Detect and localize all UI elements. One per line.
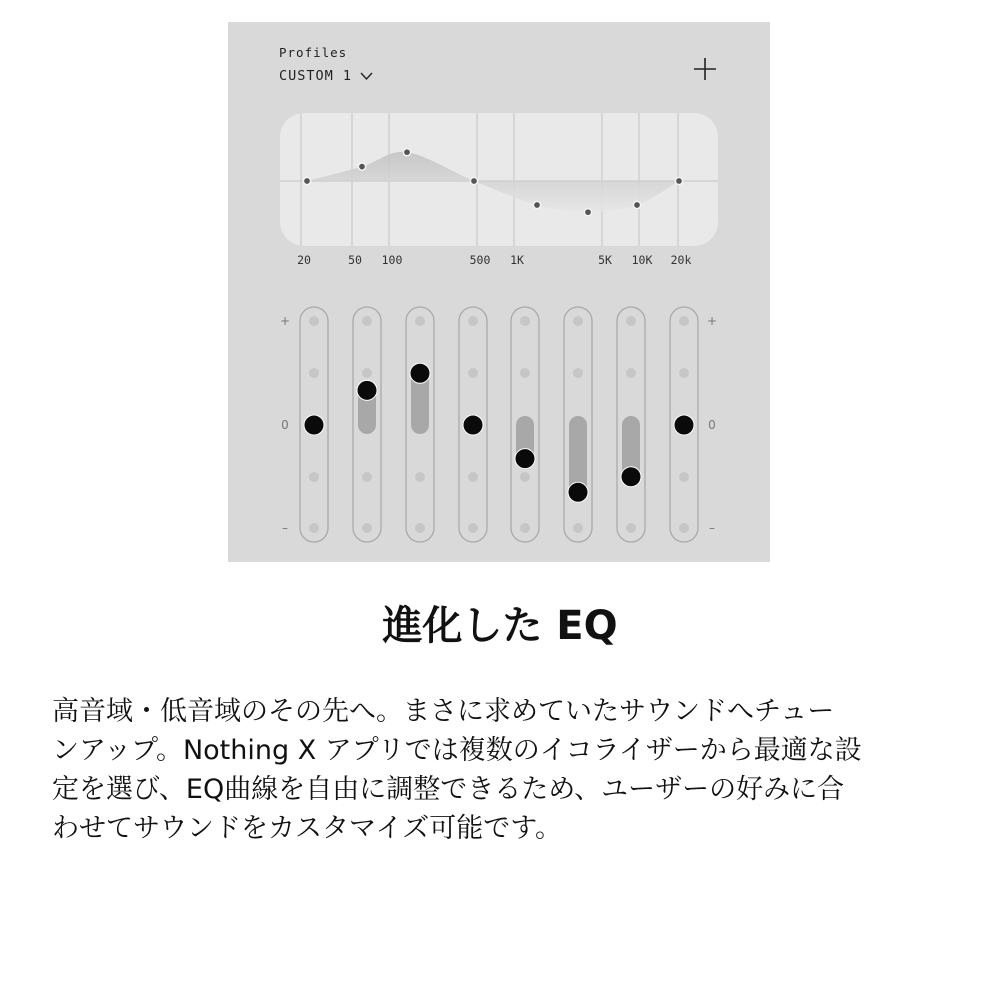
description-line: ンアップ。Nothing X アプリでは複数のイコライザーから最適な設 xyxy=(52,735,862,766)
eq-slider[interactable] xyxy=(353,307,381,542)
slider-tick-dot xyxy=(415,472,425,482)
eq-slider[interactable] xyxy=(617,307,645,542)
eq-slider[interactable] xyxy=(406,307,434,542)
description-line: わせてサウンドをカスタマイズ可能です。 xyxy=(52,813,563,844)
slider-scale-label: – xyxy=(709,521,715,535)
slider-tick-dot xyxy=(520,472,530,482)
slider-knob[interactable] xyxy=(674,415,694,435)
eq-slider[interactable] xyxy=(670,307,698,542)
eq-slider[interactable] xyxy=(459,307,487,542)
slider-tick-dot xyxy=(679,472,689,482)
slider-tick-dot xyxy=(573,368,583,378)
eq-slider[interactable] xyxy=(300,307,328,542)
description-line: 定を選び、EQ曲線を自由に調整できるため、ユーザーの好みに合 xyxy=(52,774,845,805)
slider-knob[interactable] xyxy=(410,363,430,383)
eq-point xyxy=(470,177,477,184)
freq-label: 10K xyxy=(631,253,653,267)
slider-tick-dot xyxy=(520,316,530,326)
eq-point xyxy=(303,177,310,184)
slider-knob[interactable] xyxy=(621,467,641,487)
slider-tick-dot xyxy=(573,316,583,326)
profiles-label: Profiles xyxy=(279,45,348,60)
slider-tick-dot xyxy=(309,316,319,326)
slider-tick-dot xyxy=(309,368,319,378)
slider-tick-dot xyxy=(415,316,425,326)
slider-tick-dot xyxy=(679,368,689,378)
eq-point xyxy=(533,201,540,208)
freq-label: 20k xyxy=(670,253,692,267)
slider-tick-dot xyxy=(679,316,689,326)
slider-knob[interactable] xyxy=(304,415,324,435)
eq-slider[interactable] xyxy=(511,307,539,542)
section-title: 進化した EQ xyxy=(382,603,618,649)
eq-slider[interactable] xyxy=(564,307,592,542)
slider-tick-dot xyxy=(520,368,530,378)
slider-tick-dot xyxy=(626,368,636,378)
description-line: 高音域・低音域のその先へ。まさに求めていたサウンドへチュー xyxy=(52,696,835,727)
eq-panel xyxy=(228,22,770,562)
slider-tick-dot xyxy=(626,523,636,533)
freq-label: 500 xyxy=(469,253,491,267)
slider-scale-label: + xyxy=(279,314,291,328)
slider-tick-dot xyxy=(362,316,372,326)
slider-tick-dot xyxy=(626,316,636,326)
eq-point xyxy=(584,209,591,216)
profile-selected: CUSTOM 1 xyxy=(279,68,353,84)
slider-tick-dot xyxy=(309,472,319,482)
slider-scale-label: 0 xyxy=(708,418,716,432)
eq-point xyxy=(403,149,410,156)
slider-scale-label: + xyxy=(706,314,718,328)
slider-knob[interactable] xyxy=(515,449,535,469)
freq-label: 20 xyxy=(297,253,311,267)
slider-tick-dot xyxy=(679,523,689,533)
freq-label: 100 xyxy=(381,253,403,267)
eq-point xyxy=(633,201,640,208)
freq-label: 50 xyxy=(348,253,362,267)
eq-point xyxy=(675,177,682,184)
slider-knob[interactable] xyxy=(463,415,483,435)
slider-tick-dot xyxy=(573,523,583,533)
eq-graph-and-sliders xyxy=(228,22,770,562)
slider-tick-dot xyxy=(468,472,478,482)
slider-scale-label: 0 xyxy=(281,418,289,432)
slider-tick-dot xyxy=(309,523,319,533)
slider-scale-label: – xyxy=(282,521,288,535)
slider-tick-dot xyxy=(468,368,478,378)
slider-tick-dot xyxy=(362,523,372,533)
freq-label: 1K xyxy=(510,253,524,267)
freq-label: 5K xyxy=(598,253,612,267)
slider-knob[interactable] xyxy=(568,482,588,502)
slider-tick-dot xyxy=(520,523,530,533)
slider-knob[interactable] xyxy=(357,380,377,400)
eq-point xyxy=(358,163,365,170)
slider-tick-dot xyxy=(362,472,372,482)
slider-tick-dot xyxy=(468,523,478,533)
description xyxy=(52,692,862,848)
slider-tick-dot xyxy=(362,368,372,378)
slider-tick-dot xyxy=(415,523,425,533)
slider-tick-dot xyxy=(468,316,478,326)
